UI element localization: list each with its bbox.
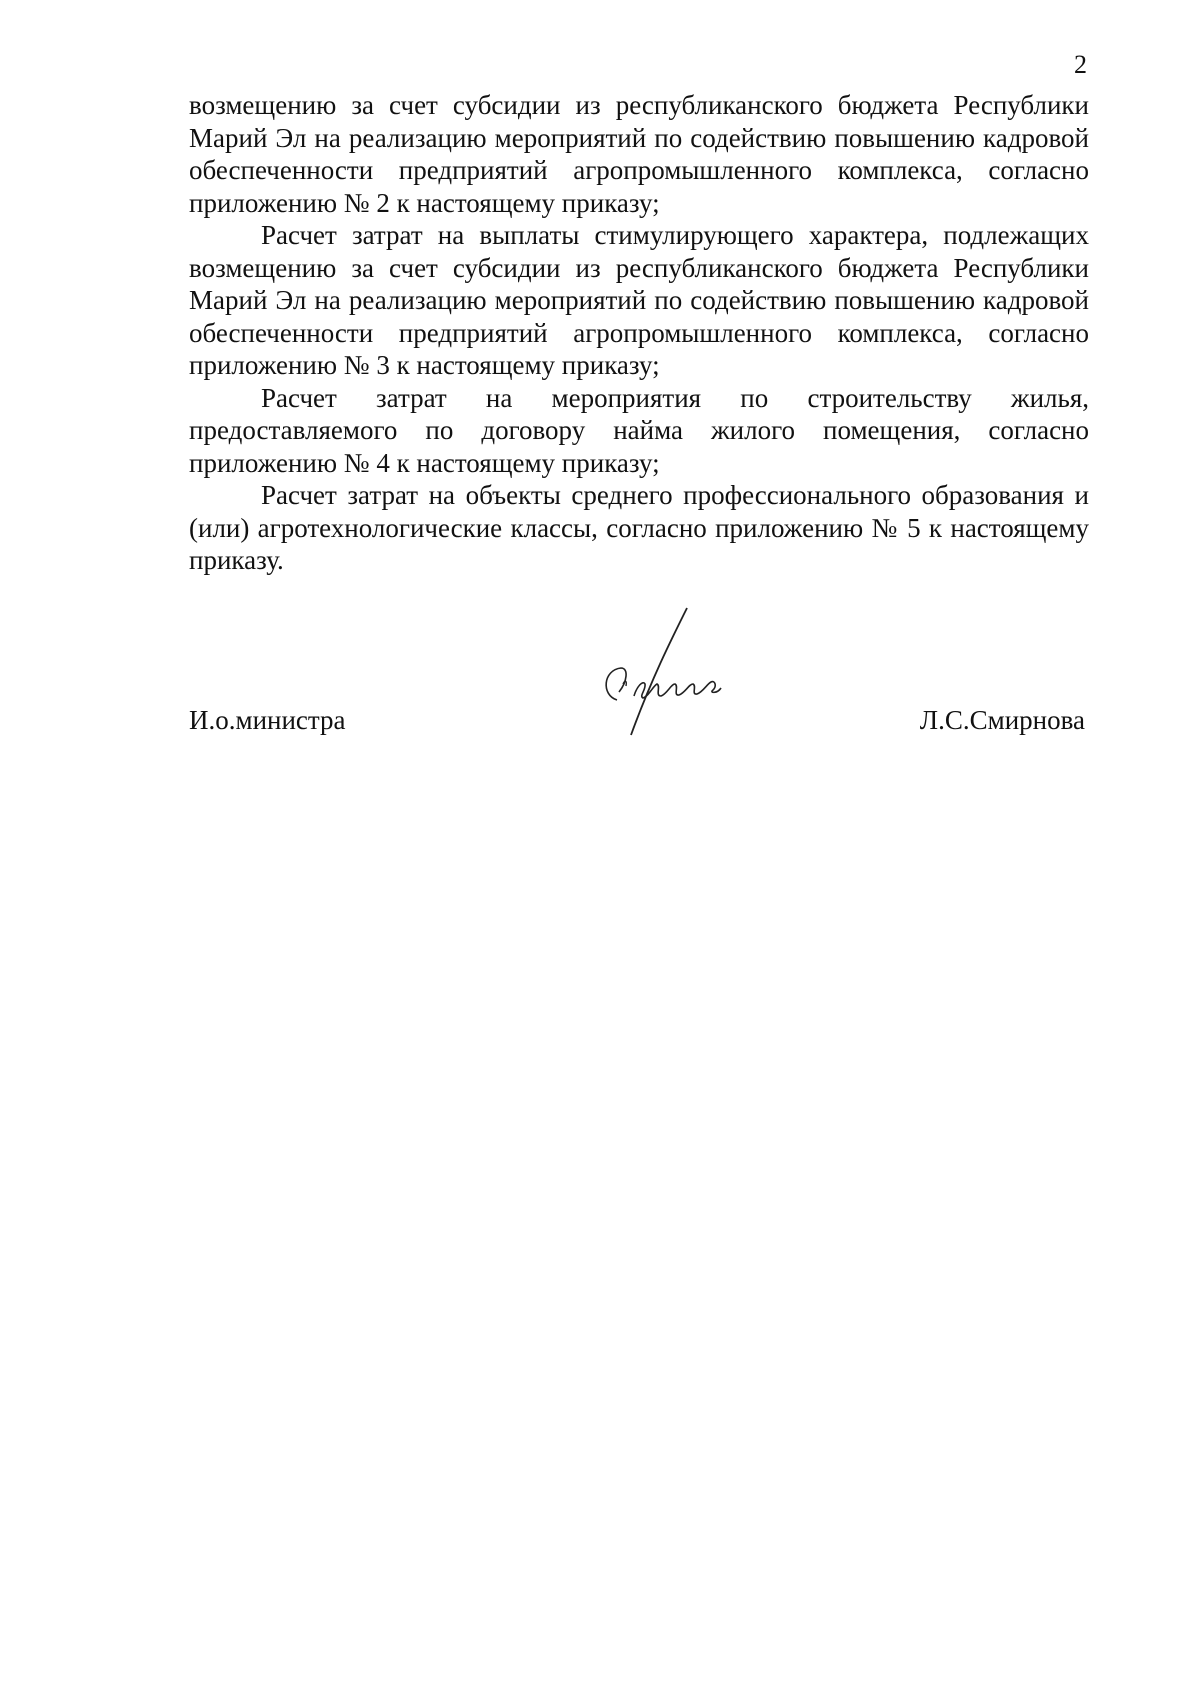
page-number: 2 — [1074, 50, 1087, 79]
paragraph-appendix-3: Расчет затрат на выплаты стимулирующего характера, подлежащих возмещению за счет субсидии из республиканского бюджета Республики Марий Эл на реализацию мероприятий по содействию повышению кадровой обеспеченности предприятий агропромышленного комплекса, согласно приложению № 3 к настоящему приказу; — [189, 220, 1089, 380]
handwritten-signature-icon — [579, 600, 739, 750]
paragraph-appendix-4: Расчет затрат на мероприятия по строительству жилья, предоставляемого по договору найма жилого помещения, согласно приложению № 4 к настоящему приказу; — [189, 382, 1089, 478]
document-body — [189, 89, 1089, 577]
paragraph-appendix-5: Расчет затрат на объекты среднего профессионального образования и (или) агротехнологические классы, согласно приложению № 5 к настоящему приказу. — [189, 480, 1089, 575]
signer-title: И.о.министра — [189, 705, 346, 735]
signer-name: Л.С.Смирнова — [919, 705, 1085, 735]
paragraph-continuation: возмещению за счет субсидии из республиканского бюджета Республики Марий Эл на реализацию мероприятий по содействию повышению кадровой обеспеченности предприятий агропромышленного комплекса, согласно приложению № 2 к настоящему приказу; — [189, 90, 1089, 218]
